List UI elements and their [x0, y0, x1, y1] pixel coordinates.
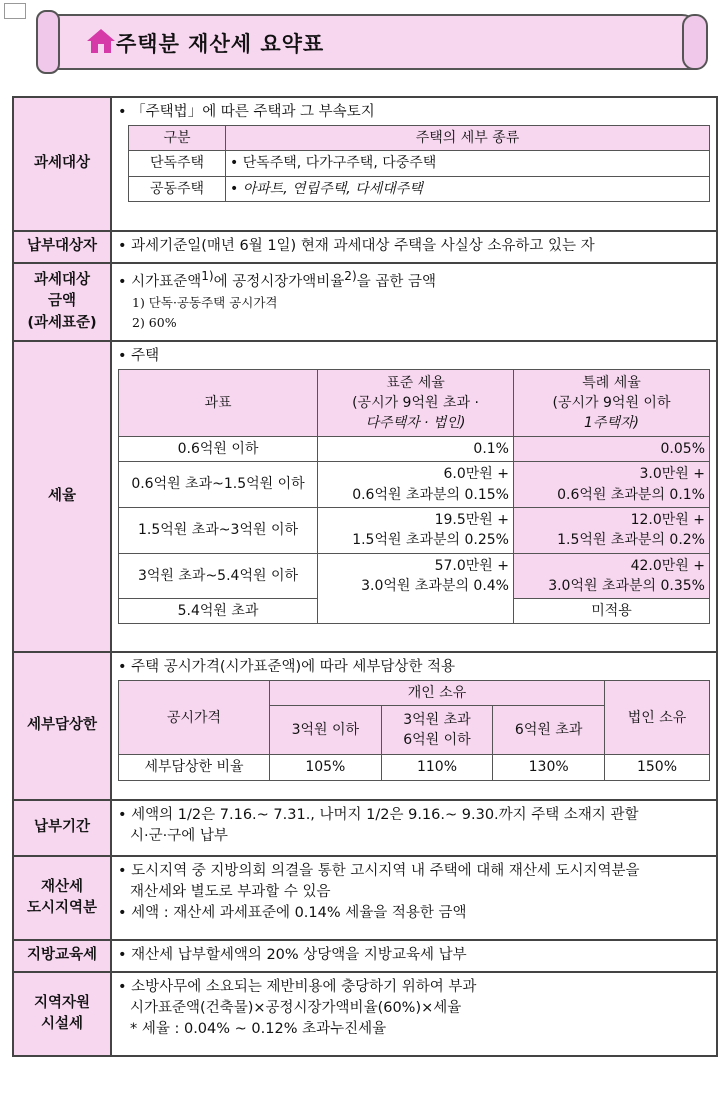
cap-value: 130% — [493, 755, 605, 780]
rate-line: 12.0만원 + — [630, 511, 705, 528]
housing-type-cell: 단독주택 — [129, 151, 226, 176]
urban-bullet-1-cont: 재산세와 별도로 부과할 수 있음 — [130, 884, 331, 901]
banner-curl-left — [36, 10, 60, 74]
base-bullet-mid: 에 공정시장가액비율 — [213, 273, 345, 290]
rate-line: 1.5억원 초과분의 0.2% — [557, 532, 705, 549]
rate-header-line: 1주택자) — [584, 415, 639, 432]
cap-value: 150% — [605, 755, 710, 780]
housing-type-cell: • 단독주택, 다가구주택, 다중주택 — [226, 151, 710, 176]
label-cap: 세부담상한 — [13, 652, 111, 800]
rate-table — [118, 369, 710, 624]
base-bullet — [118, 268, 710, 293]
rate-line: 1.5억원 초과분의 0.25% — [352, 532, 509, 549]
cap-bullet: • 주택 공시가격(시가표준액)에 따라 세부담상한 적용 — [118, 657, 710, 678]
cap-header-sub: 3억원 초과 6억원 이하 — [381, 706, 493, 755]
housing-type-header-0: 구분 — [129, 126, 226, 151]
rate-header-line: 다주택자 · 법인) — [365, 415, 466, 432]
rate-line: 3.0만원 + — [639, 466, 705, 483]
rate-line: 3.0억원 초과분의 0.4% — [361, 577, 509, 594]
row-edu — [13, 940, 717, 972]
rate-line: 0.6억원 초과분의 0.15% — [352, 486, 509, 503]
facility-bullet: • 소방사무에 소요되는 제반비용에 충당하기 위하여 부과 — [118, 977, 710, 998]
content-period — [111, 800, 717, 856]
banner-curl-right — [682, 14, 708, 70]
label-payer: 납부대상자 — [13, 231, 111, 263]
content-rate — [111, 341, 717, 652]
rate-bullet: • 주택 — [118, 346, 710, 367]
rate-cell-base: 0.6억원 초과~1.5억원 이하 — [119, 462, 318, 508]
row-rate — [13, 341, 717, 652]
rate-line: 0.6억원 초과분의 0.1% — [557, 486, 705, 503]
urban-bullet-2: • 세액 : 재산세 과세표준에 0.14% 세율을 적용한 금액 — [118, 903, 710, 924]
base-note: 1) 단독·공동주택 공시가격 — [132, 294, 278, 310]
title-banner — [36, 10, 708, 78]
label-urban-line: 도시지역분 — [26, 900, 98, 916]
rate-cell-special: 미적용 — [514, 599, 710, 624]
footnote-mark-2: 2) — [344, 269, 357, 283]
housing-type-cell: • 아파트, 연립주택, 다세대주택 — [226, 176, 710, 201]
row-target — [13, 97, 717, 231]
label-base-line: (과세표준) — [27, 314, 97, 331]
label-target: 과세대상 — [13, 97, 111, 231]
facility-rate-note: * 세율 : 0.04% ~ 0.12% 초과누진세율 — [130, 1021, 387, 1038]
period-bullet: • 세액의 1/2은 7.16.~ 7.31., 나머지 1/2은 9.16.~ 9.30.까지 주택 소재지 관할 — [118, 805, 710, 826]
row-payer — [13, 231, 717, 263]
rate-cell-base: 5.4억원 초과 — [119, 599, 318, 624]
rate-line: 6.0만원 + — [443, 466, 509, 483]
rate-cell-standard — [318, 462, 514, 508]
label-base-line: 과세대상 — [33, 272, 91, 289]
label-facility-line: 시설세 — [40, 1016, 84, 1032]
row-period — [13, 800, 717, 856]
target-bullet: • 「주택법」에 따른 주택과 그 부속토지 — [118, 102, 710, 123]
content-base — [111, 263, 717, 341]
content-urban — [111, 856, 717, 940]
edu-bullet: • 재산세 납부할세액의 20% 상당액을 지방교육세 납부 — [118, 945, 710, 966]
rate-line: 3.0억원 초과분의 0.35% — [548, 577, 705, 594]
label-facility — [13, 972, 111, 1056]
base-note: 2) 60% — [132, 314, 177, 330]
payer-bullet: • 과세기준일(매년 6월 1일) 현재 과세대상 주택을 사실상 소유하고 있는 자 — [118, 236, 710, 257]
row-urban — [13, 856, 717, 940]
cap-value: 105% — [270, 755, 382, 780]
rate-cell-base: 3억원 초과~5.4억원 이하 — [119, 553, 318, 599]
rate-header-line: 표준 세율 — [386, 374, 445, 391]
content-payer — [111, 231, 717, 263]
label-facility-line: 지역자원 — [33, 994, 91, 1011]
label-base — [13, 263, 111, 341]
cap-header-sub: 6억원 초과 — [493, 706, 605, 755]
rate-header-line: (공시가 9억원 이하 — [552, 394, 671, 411]
rate-header-line: (공시가 9억원 초과 · — [352, 394, 479, 411]
cap-header-price: 공시가격 — [119, 681, 270, 755]
facility-formula: 시가표준액(건축물)×공정시장가액비율(60%)×세율 — [130, 1000, 462, 1017]
rate-line: 19.5만원 + — [434, 511, 509, 528]
rate-cell-base: 0.6억원 이하 — [119, 437, 318, 462]
rate-cell-special — [514, 507, 710, 553]
corner-mark — [4, 3, 26, 19]
cap-header-sub: 3억원 이하 — [270, 706, 382, 755]
row-cap — [13, 652, 717, 800]
row-base — [13, 263, 717, 341]
cap-value: 110% — [381, 755, 493, 780]
house-icon — [86, 28, 116, 54]
footnote-mark-1: 1) — [201, 269, 214, 283]
base-bullet-post: 을 곱한 금액 — [356, 273, 436, 290]
base-bullet-pre: 시가표준액 — [131, 273, 202, 290]
rate-cell-standard — [318, 507, 514, 553]
rate-line: 42.0만원 + — [630, 557, 705, 574]
rate-cell-standard — [318, 553, 514, 624]
rate-header-line: 특례 세율 — [582, 374, 641, 391]
row-facility — [13, 972, 717, 1056]
rate-cell-special — [514, 462, 710, 508]
label-rate: 세율 — [13, 341, 111, 652]
content-facility — [111, 972, 717, 1056]
rate-cell-special: 0.05% — [514, 437, 710, 462]
period-cont: 시·군·구에 납부 — [130, 828, 228, 845]
cap-row-label: 세부담상한 비율 — [119, 755, 270, 780]
housing-type-header-1: 주택의 세부 종류 — [226, 126, 710, 151]
label-base-line: 금액 — [47, 293, 76, 310]
housing-type-cell: 공동주택 — [129, 176, 226, 201]
label-urban — [13, 856, 111, 940]
cap-header-personal: 개인 소유 — [270, 681, 605, 706]
rate-header-standard — [318, 370, 514, 437]
label-urban-line: 재산세 — [40, 878, 84, 895]
rate-header-base: 과표 — [119, 370, 318, 437]
page-title: 주택분 재산세 요약표 — [116, 32, 325, 56]
urban-bullet-1: • 도시지역 중 지방의회 의결을 통한 고시지역 내 주택에 대해 재산세 도시지역분을 — [118, 861, 710, 882]
rate-header-special — [514, 370, 710, 437]
cap-header-corp: 법인 소유 — [605, 681, 710, 755]
cap-table — [118, 680, 710, 781]
content-cap — [111, 652, 717, 800]
label-edu: 지방교육세 — [13, 940, 111, 972]
summary-table — [12, 96, 718, 1057]
content-target — [111, 97, 717, 231]
label-period: 납부기간 — [13, 800, 111, 856]
housing-type-table — [128, 125, 710, 202]
rate-cell-base: 1.5억원 초과~3억원 이하 — [119, 507, 318, 553]
rate-line: 57.0만원 + — [434, 557, 509, 574]
rate-cell-special — [514, 553, 710, 599]
content-edu — [111, 940, 717, 972]
rate-cell-standard: 0.1% — [318, 437, 514, 462]
